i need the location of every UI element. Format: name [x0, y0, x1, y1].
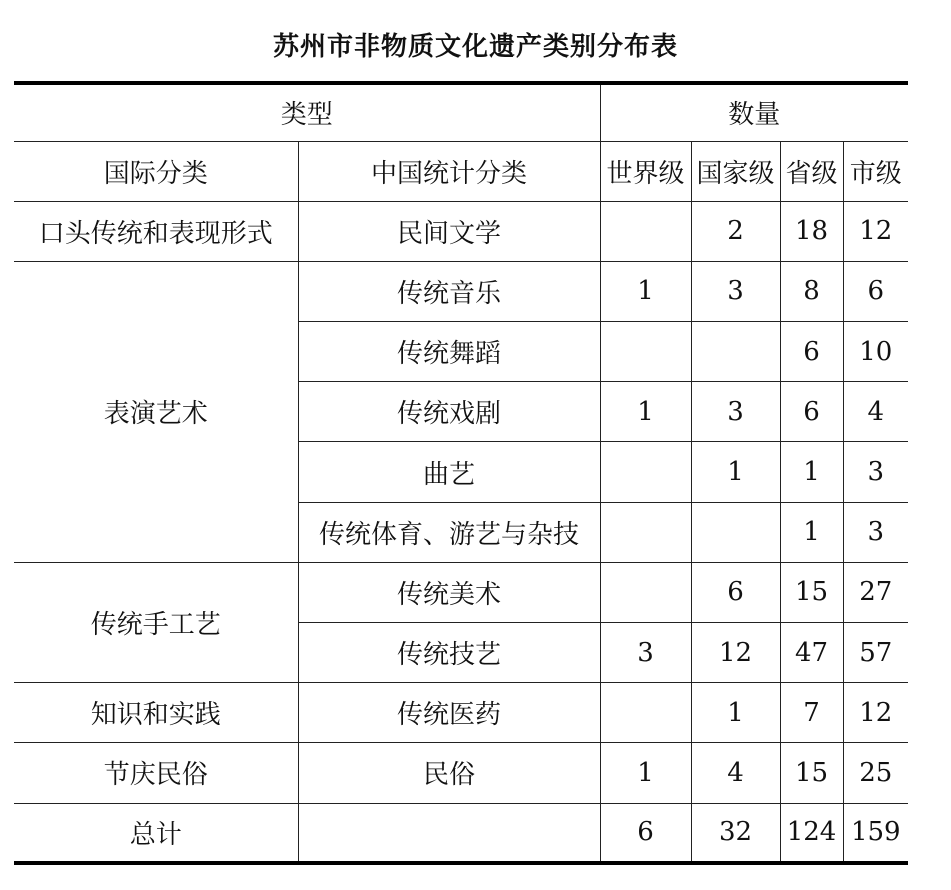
- china-category-cell: 民间文学: [298, 201, 600, 261]
- china-category-cell: 曲艺: [298, 442, 600, 502]
- national-count-cell: 12: [691, 623, 780, 683]
- world-count-cell: [600, 502, 691, 562]
- world-count-cell: [600, 201, 691, 261]
- header-row-2: [14, 141, 908, 201]
- city-count-cell: 12: [843, 683, 908, 743]
- total-row: [14, 803, 908, 863]
- china-category-cell: 传统技艺: [298, 623, 600, 683]
- intl-category-cell: 表演艺术: [14, 261, 298, 562]
- provincial-count-cell: 8: [780, 261, 843, 321]
- provincial-count-cell: 1: [780, 502, 843, 562]
- header-intl-category: 国际分类: [14, 141, 298, 201]
- intl-category-cell: 节庆民俗: [14, 743, 298, 803]
- provincial-count-cell: 18: [780, 201, 843, 261]
- city-count-cell: 57: [843, 623, 908, 683]
- china-category-cell: 传统舞蹈: [298, 322, 600, 382]
- header-world-level: 世界级: [600, 141, 691, 201]
- china-category-cell: 传统戏剧: [298, 382, 600, 442]
- world-count-cell: [600, 562, 691, 622]
- national-count-cell: [691, 502, 780, 562]
- city-count-cell: 12: [843, 201, 908, 261]
- table-title: 苏州市非物质文化遗产类别分布表: [272, 32, 678, 62]
- provincial-total-cell: 124: [780, 803, 843, 863]
- national-count-cell: 3: [691, 382, 780, 442]
- china-category-cell: 传统医药: [298, 683, 600, 743]
- header-count: 数量: [600, 83, 908, 141]
- national-count-cell: 2: [691, 201, 780, 261]
- header-china-category: 中国统计分类: [298, 141, 600, 201]
- intl-category-cell: 传统手工艺: [14, 562, 298, 682]
- total-label-cell: 总计: [14, 803, 298, 863]
- provincial-count-cell: 6: [780, 322, 843, 382]
- intl-category-cell: 口头传统和表现形式: [14, 201, 298, 261]
- provincial-count-cell: 6: [780, 382, 843, 442]
- city-count-cell: 25: [843, 743, 908, 803]
- world-count-cell: 3: [600, 623, 691, 683]
- provincial-count-cell: 15: [780, 743, 843, 803]
- world-count-cell: 1: [600, 743, 691, 803]
- heritage-table: [14, 81, 908, 865]
- header-row-1: [14, 83, 908, 141]
- national-total-cell: 32: [691, 803, 780, 863]
- china-category-cell: 民俗: [298, 743, 600, 803]
- world-count-cell: 1: [600, 382, 691, 442]
- provincial-count-cell: 47: [780, 623, 843, 683]
- world-count-cell: 1: [600, 261, 691, 321]
- table-row: [14, 743, 908, 803]
- world-count-cell: [600, 322, 691, 382]
- table-row: [14, 562, 908, 622]
- header-provincial-level: 省级: [780, 141, 843, 201]
- world-count-cell: [600, 442, 691, 502]
- national-count-cell: 1: [691, 683, 780, 743]
- national-count-cell: 4: [691, 743, 780, 803]
- city-count-cell: 3: [843, 442, 908, 502]
- world-total-cell: 6: [600, 803, 691, 863]
- table-row: [14, 683, 908, 743]
- intl-category-cell: 知识和实践: [14, 683, 298, 743]
- city-total-cell: 159: [843, 803, 908, 863]
- china-category-cell: 传统体育、游艺与杂技: [298, 502, 600, 562]
- national-count-cell: 1: [691, 442, 780, 502]
- national-count-cell: [691, 322, 780, 382]
- city-count-cell: 3: [843, 502, 908, 562]
- world-count-cell: [600, 683, 691, 743]
- provincial-count-cell: 7: [780, 683, 843, 743]
- china-category-cell: 传统音乐: [298, 261, 600, 321]
- table-row: [14, 261, 908, 321]
- china-category-cell: [298, 803, 600, 863]
- provincial-count-cell: 1: [780, 442, 843, 502]
- header-type: 类型: [14, 83, 600, 141]
- header-city-level: 市级: [843, 141, 908, 201]
- china-category-cell: 传统美术: [298, 562, 600, 622]
- table-row: [14, 201, 908, 261]
- provincial-count-cell: 15: [780, 562, 843, 622]
- city-count-cell: 27: [843, 562, 908, 622]
- city-count-cell: 6: [843, 261, 908, 321]
- national-count-cell: 3: [691, 261, 780, 321]
- city-count-cell: 10: [843, 322, 908, 382]
- national-count-cell: 6: [691, 562, 780, 622]
- header-national-level: 国家级: [691, 141, 780, 201]
- city-count-cell: 4: [843, 382, 908, 442]
